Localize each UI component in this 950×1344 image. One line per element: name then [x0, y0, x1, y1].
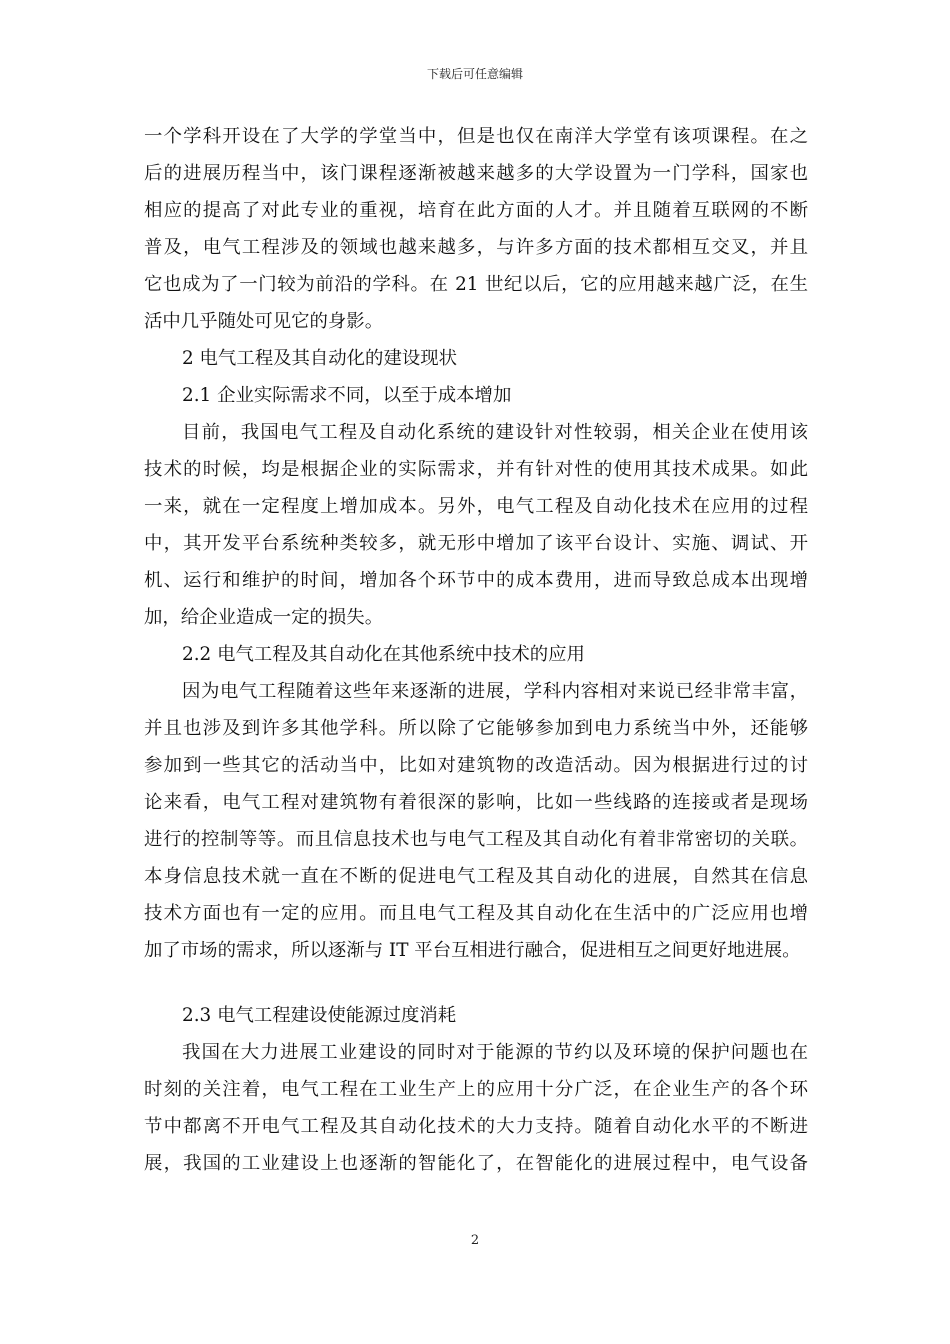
text-line: 后的进展历程当中，该门课程逐渐被越来越多的大学设置为一门学科，国家也: [144, 163, 808, 184]
text-line: 一个学科开设在了大学的学堂当中，但是也仅在南洋大学堂有该项课程。在之: [144, 126, 808, 147]
text-line: 因为电气工程随着这些年来逐渐的进展，学科内容相对来说已经非常丰富，: [182, 681, 808, 702]
body-paragraph: [144, 414, 808, 636]
text-line: 中，其开发平台系统种类较多，就无形中增加了该平台设计、实施、调试、开: [144, 533, 808, 554]
text-line: 并且也涉及到许多其他学科。所以除了它能够参加到电力系统当中外，还能够: [144, 718, 808, 739]
text-line: 普及，电气工程涉及的领域也越来越多，与许多方面的技术都相互交叉，并且: [144, 237, 808, 258]
text-line: 本身信息技术就一直在不断的促进电气工程及其自动化的进展，自然其在信息: [144, 866, 808, 887]
text-line: 目前，我国电气工程及自动化系统的建设针对性较弱，相关企业在使用该: [182, 422, 808, 443]
section-heading: [144, 340, 808, 377]
page-number: 2: [470, 1233, 480, 1248]
text-line: 它也成为了一门较为前沿的学科。在 21 世纪以后，它的应用越来越广泛，在生: [144, 274, 808, 295]
subsection-heading: [144, 636, 808, 673]
text-line: 技术的时候，均是根据企业的实际需求，并有针对性的使用其技术成果。如此: [144, 459, 808, 480]
text-line: 论来看，电气工程对建筑物有着很深的影响，比如一些线路的连接或者是现场: [144, 792, 808, 813]
text-line: 参加到一些其它的活动当中，比如对建筑物的改造活动。因为根据进行过的讨: [144, 755, 808, 776]
document-body: [144, 118, 808, 1182]
text-line: 加，给企业造成一定的损失。: [144, 607, 384, 628]
text-line: 活中几乎随处可见它的身影。: [144, 311, 384, 332]
text-line: 加了市场的需求，所以逐渐与 IT 平台互相进行融合，促进相互之间更好地进展。: [144, 940, 801, 961]
text-line: 节中都离不开电气工程及其自动化技术的大力支持。随着自动化水平的不断进: [144, 1116, 808, 1137]
text-line: 相应的提高了对此专业的重视，培育在此方面的人才。并且随着互联网的不断: [144, 200, 808, 221]
text-line: 技术方面也有一定的应用。而且电气工程及其自动化在生活中的广泛应用也增: [144, 903, 808, 924]
paragraph-gap: [144, 969, 808, 997]
body-paragraph: [144, 673, 808, 969]
text-line: 时刻的关注着，电气工程在工业生产上的应用十分广泛，在企业生产的各个环: [144, 1079, 808, 1100]
text-line: 进行的控制等等。而且信息技术也与电气工程及其自动化有着非常密切的关联。: [144, 829, 808, 850]
text-line: 一来，就在一定程度上增加成本。另外，电气工程及自动化技术在应用的过程: [144, 496, 808, 517]
text-line: 机、运行和维护的时间，增加各个环节中的成本费用，进而导致总成本出现增: [144, 570, 808, 591]
heading-text: 2.3 电气工程建设使能源过度消耗: [182, 1005, 457, 1026]
heading-text: 2.1 企业实际需求不同，以至于成本增加: [182, 385, 512, 406]
page-header: 下载后可任意编辑: [426, 67, 523, 81]
subsection-heading: [144, 377, 808, 414]
text-line: 我国在大力进展工业建设的同时对于能源的节约以及环境的保护问题也在: [182, 1042, 808, 1063]
heading-text: 2.2 电气工程及其自动化在其他系统中技术的应用: [182, 644, 585, 665]
body-paragraph: [144, 1034, 808, 1182]
body-paragraph: [144, 118, 808, 340]
subsection-heading: [144, 997, 808, 1034]
heading-text: 2 电气工程及其自动化的建设现状: [182, 348, 458, 369]
text-line: 展，我国的工业建设上也逐渐的智能化了，在智能化的进展过程中，电气设备: [144, 1153, 808, 1174]
